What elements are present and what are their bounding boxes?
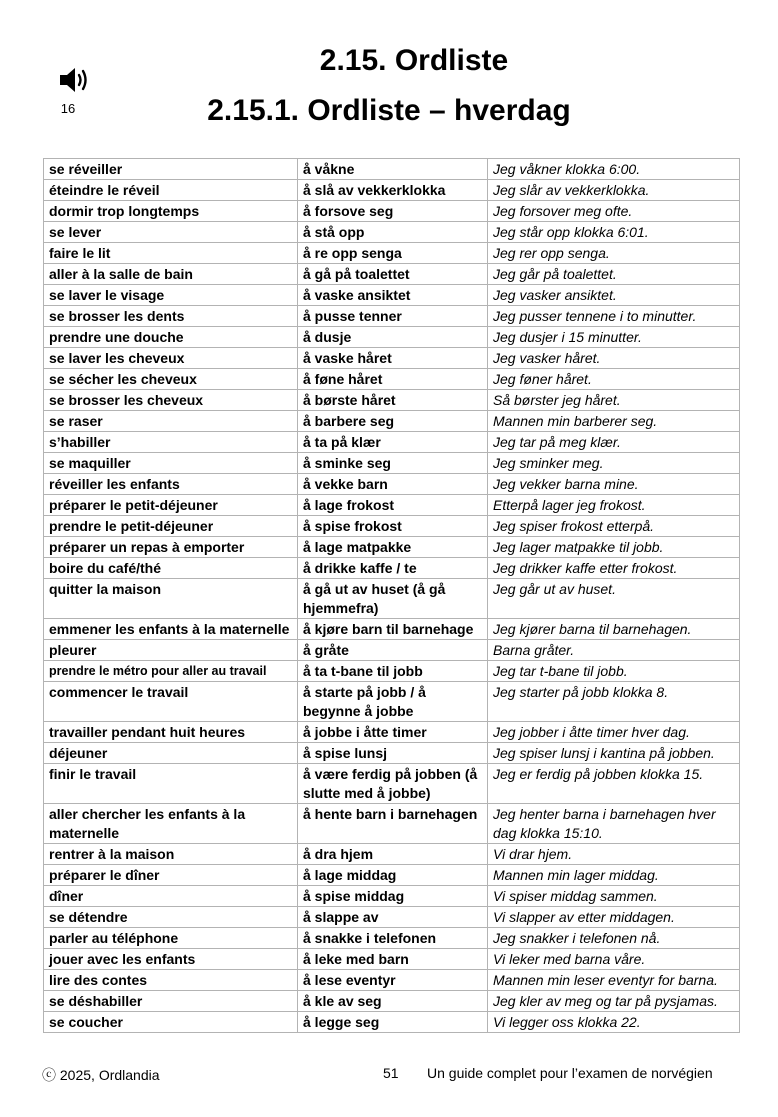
norwegian-term: å være ferdig på jobben (å slutte med å jobbe)	[298, 764, 488, 804]
table-row	[44, 432, 740, 453]
norwegian-term: å lese eventyr	[298, 970, 488, 991]
example-sentence: Jeg tar på meg klær.	[488, 432, 740, 453]
example-sentence: Jeg forsover meg ofte.	[488, 201, 740, 222]
table-row	[44, 970, 740, 991]
french-term: prendre le métro pour aller au travail	[44, 661, 298, 682]
french-term: se lever	[44, 222, 298, 243]
french-term: travailler pendant huit heures	[44, 722, 298, 743]
example-sentence: Jeg går på toalettet.	[488, 264, 740, 285]
example-sentence: Mannen min leser eventyr for barna.	[488, 970, 740, 991]
norwegian-term: å børste håret	[298, 390, 488, 411]
french-term: se laver le visage	[44, 285, 298, 306]
table-row	[44, 1012, 740, 1033]
example-sentence: Jeg spiser frokost etterpå.	[488, 516, 740, 537]
example-sentence: Jeg jobber i åtte timer hver dag.	[488, 722, 740, 743]
example-sentence: Jeg kler av meg og tar på pysjamas.	[488, 991, 740, 1012]
example-sentence: Jeg går ut av huset.	[488, 579, 740, 619]
french-term: dîner	[44, 886, 298, 907]
table-row	[44, 886, 740, 907]
french-term: se raser	[44, 411, 298, 432]
example-sentence: Mannen min lager middag.	[488, 865, 740, 886]
french-term: finir le travail	[44, 764, 298, 804]
table-row	[44, 907, 740, 928]
table-row	[44, 949, 740, 970]
french-term: préparer un repas à emporter	[44, 537, 298, 558]
example-sentence: Jeg føner håret.	[488, 369, 740, 390]
table-row	[44, 285, 740, 306]
norwegian-term: å legge seg	[298, 1012, 488, 1033]
example-sentence: Vi legger oss klokka 22.	[488, 1012, 740, 1033]
example-sentence: Vi leker med barna våre.	[488, 949, 740, 970]
table-row	[44, 306, 740, 327]
french-term: préparer le petit-déjeuner	[44, 495, 298, 516]
norwegian-term: å snakke i telefonen	[298, 928, 488, 949]
example-sentence: Jeg er ferdig på jobben klokka 15.	[488, 764, 740, 804]
example-sentence: Jeg henter barna i barnehagen hver dag klokka 15:10.	[488, 804, 740, 844]
example-sentence: Jeg tar t-bane til jobb.	[488, 661, 740, 682]
norwegian-term: å sminke seg	[298, 453, 488, 474]
vocabulary-table	[43, 158, 740, 1033]
norwegian-term: å spise frokost	[298, 516, 488, 537]
example-sentence: Jeg pusser tennene i to minutter.	[488, 306, 740, 327]
french-term: éteindre le réveil	[44, 180, 298, 201]
norwegian-term: å stå opp	[298, 222, 488, 243]
table-row	[44, 579, 740, 619]
norwegian-term: å jobbe i åtte timer	[298, 722, 488, 743]
norwegian-term: å føne håret	[298, 369, 488, 390]
french-term: se brosser les cheveux	[44, 390, 298, 411]
example-sentence: Jeg starter på jobb klokka 8.	[488, 682, 740, 722]
audio-track-number: 16	[60, 101, 76, 116]
french-term: se brosser les dents	[44, 306, 298, 327]
example-sentence: Jeg drikker kaffe etter frokost.	[488, 558, 740, 579]
example-sentence: Jeg dusjer i 15 minutter.	[488, 327, 740, 348]
norwegian-term: å forsove seg	[298, 201, 488, 222]
norwegian-term: å kjøre barn til barnehage	[298, 619, 488, 640]
example-sentence: Jeg snakker i telefonen nå.	[488, 928, 740, 949]
example-sentence: Jeg slår av vekkerklokka.	[488, 180, 740, 201]
example-sentence: Jeg vasker ansiktet.	[488, 285, 740, 306]
french-term: préparer le dîner	[44, 865, 298, 886]
table-row	[44, 743, 740, 764]
table-row	[44, 928, 740, 949]
footer-book-title: Un guide complet pour l’examen de norvégien	[427, 1065, 713, 1081]
example-sentence: Jeg spiser lunsj i kantina på jobben.	[488, 743, 740, 764]
french-term: boire du café/thé	[44, 558, 298, 579]
french-term: prendre une douche	[44, 327, 298, 348]
french-term: se réveiller	[44, 159, 298, 180]
table-row	[44, 474, 740, 495]
french-term: dormir trop longtemps	[44, 201, 298, 222]
french-term: quitter la maison	[44, 579, 298, 619]
french-term: jouer avec les enfants	[44, 949, 298, 970]
example-sentence: Mannen min barberer seg.	[488, 411, 740, 432]
french-term: réveiller les enfants	[44, 474, 298, 495]
table-row	[44, 222, 740, 243]
vocabulary-rows	[44, 159, 740, 1033]
norwegian-term: å lage frokost	[298, 495, 488, 516]
table-row	[44, 661, 740, 682]
norwegian-term: å slappe av	[298, 907, 488, 928]
example-sentence: Jeg vasker håret.	[488, 348, 740, 369]
example-sentence: Jeg rer opp senga.	[488, 243, 740, 264]
french-term: emmener les enfants à la maternelle	[44, 619, 298, 640]
example-sentence: Vi drar hjem.	[488, 844, 740, 865]
table-row	[44, 390, 740, 411]
table-row	[44, 159, 740, 180]
norwegian-term: å ta på klær	[298, 432, 488, 453]
french-term: se coucher	[44, 1012, 298, 1033]
french-term: prendre le petit-déjeuner	[44, 516, 298, 537]
table-row	[44, 327, 740, 348]
table-row	[44, 537, 740, 558]
example-sentence: Så børster jeg håret.	[488, 390, 740, 411]
french-term: aller à la salle de bain	[44, 264, 298, 285]
norwegian-term: å ta t-bane til jobb	[298, 661, 488, 682]
example-sentence: Barna gråter.	[488, 640, 740, 661]
french-term: se maquiller	[44, 453, 298, 474]
norwegian-term: å hente barn i barnehagen	[298, 804, 488, 844]
norwegian-term: å pusse tenner	[298, 306, 488, 327]
example-sentence: Vi spiser middag sammen.	[488, 886, 740, 907]
example-sentence: Jeg våkner klokka 6:00.	[488, 159, 740, 180]
norwegian-term: å spise lunsj	[298, 743, 488, 764]
example-sentence: Jeg lager matpakke til jobb.	[488, 537, 740, 558]
norwegian-term: å barbere seg	[298, 411, 488, 432]
table-row	[44, 495, 740, 516]
page-title: 2.15. Ordliste	[319, 44, 509, 77]
example-sentence: Jeg kjører barna til barnehagen.	[488, 619, 740, 640]
french-term: se sécher les cheveux	[44, 369, 298, 390]
french-term: s’habiller	[44, 432, 298, 453]
table-row	[44, 991, 740, 1012]
table-row	[44, 764, 740, 804]
table-row	[44, 201, 740, 222]
norwegian-term: å gråte	[298, 640, 488, 661]
table-row	[44, 411, 740, 432]
norwegian-term: å våkne	[298, 159, 488, 180]
table-row	[44, 619, 740, 640]
norwegian-term: å lage matpakke	[298, 537, 488, 558]
french-term: se déshabiller	[44, 991, 298, 1012]
norwegian-term: å slå av vekkerklokka	[298, 180, 488, 201]
example-sentence: Vi slapper av etter middagen.	[488, 907, 740, 928]
norwegian-term: å kle av seg	[298, 991, 488, 1012]
footer-copyright: ⓒ 2025, Ordlandia	[42, 1067, 160, 1083]
table-row	[44, 243, 740, 264]
example-sentence: Jeg står opp klokka 6:01.	[488, 222, 740, 243]
table-row	[44, 264, 740, 285]
table-row	[44, 180, 740, 201]
norwegian-term: å vaske håret	[298, 348, 488, 369]
norwegian-term: å gå på toalettet	[298, 264, 488, 285]
table-row	[44, 640, 740, 661]
french-term: se laver les cheveux	[44, 348, 298, 369]
example-sentence: Jeg vekker barna mine.	[488, 474, 740, 495]
french-term: se détendre	[44, 907, 298, 928]
norwegian-term: å vekke barn	[298, 474, 488, 495]
french-term: lire des contes	[44, 970, 298, 991]
french-term: déjeuner	[44, 743, 298, 764]
table-row	[44, 348, 740, 369]
french-term: commencer le travail	[44, 682, 298, 722]
norwegian-term: å leke med barn	[298, 949, 488, 970]
norwegian-term: å starte på jobb / å begynne å jobbe	[298, 682, 488, 722]
table-row	[44, 804, 740, 844]
footer-page-number: 51	[383, 1065, 399, 1081]
table-row	[44, 844, 740, 865]
table-row	[44, 369, 740, 390]
norwegian-term: å vaske ansiktet	[298, 285, 488, 306]
french-term: aller chercher les enfants à la maternelle	[44, 804, 298, 844]
norwegian-term: å lage middag	[298, 865, 488, 886]
table-row	[44, 865, 740, 886]
french-term: rentrer à la maison	[44, 844, 298, 865]
norwegian-term: å dra hjem	[298, 844, 488, 865]
table-row	[44, 516, 740, 537]
table-row	[44, 722, 740, 743]
page-subtitle: 2.15.1. Ordliste – hverdag	[207, 94, 571, 127]
table-row	[44, 558, 740, 579]
table-row	[44, 453, 740, 474]
french-term: pleurer	[44, 640, 298, 661]
norwegian-term: å re opp senga	[298, 243, 488, 264]
example-sentence: Jeg sminker meg.	[488, 453, 740, 474]
norwegian-term: å spise middag	[298, 886, 488, 907]
example-sentence: Etterpå lager jeg frokost.	[488, 495, 740, 516]
french-term: faire le lit	[44, 243, 298, 264]
norwegian-term: å gå ut av huset (å gå hjemmefra)	[298, 579, 488, 619]
french-term: parler au téléphone	[44, 928, 298, 949]
table-row	[44, 682, 740, 722]
norwegian-term: å dusje	[298, 327, 488, 348]
norwegian-term: å drikke kaffe / te	[298, 558, 488, 579]
